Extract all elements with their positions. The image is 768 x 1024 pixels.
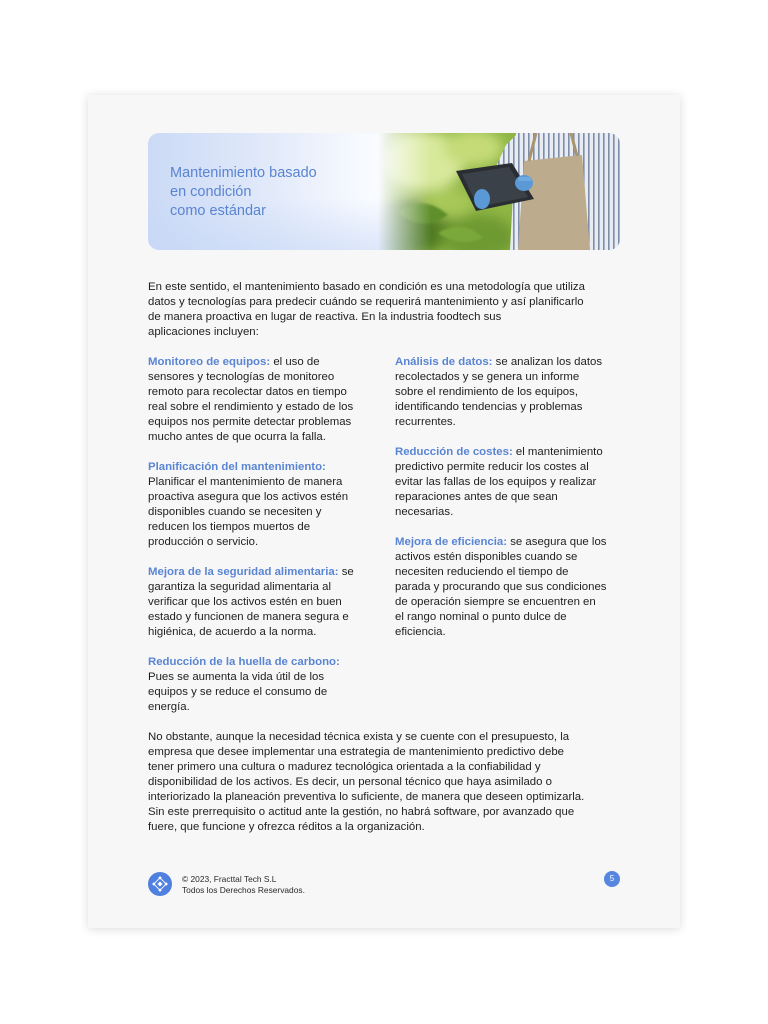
title-line: como estándar: [170, 203, 266, 219]
copyright-line: © 2023, Fracttal Tech S.L: [182, 874, 277, 884]
page-title: [170, 164, 317, 221]
text-line: proactiva asegura que los activos estén: [148, 491, 349, 503]
application-item-monitoreo: [148, 355, 354, 445]
application-item-eficiencia: [395, 535, 607, 640]
item-label: Planificación del mantenimiento:: [148, 461, 326, 473]
text-line: necesiten reduciendo el tiempo de: [395, 566, 569, 578]
item-label: Monitoreo de equipos:: [148, 356, 271, 368]
text-line: reducen los tiempos muertos de: [148, 521, 311, 533]
item-label: Mejora de eficiencia:: [395, 536, 508, 548]
text-line: mucho antes de que ocurra la falla.: [148, 431, 326, 443]
text-line: garantiza la seguridad alimentaria al: [148, 581, 331, 593]
item-label: Reducción de costes:: [395, 446, 513, 458]
text-line: No obstante, aunque la necesidad técnica exista y se cuente con el presupuesto, la: [148, 731, 570, 743]
text-line: interiorizado la planeación preventiva lo suficiente, de manera que deseen optimizarla.: [148, 791, 585, 803]
text-line: energía.: [148, 701, 190, 713]
application-item-huella-carbono: [148, 655, 354, 715]
text-line: remoto para recolectar datos en tiempo: [148, 386, 347, 398]
item-label: Mejora de la seguridad alimentaria:: [148, 566, 339, 578]
text-line: equipos y se reduce el consumo de: [148, 686, 328, 698]
text-line: [395, 355, 607, 370]
text-line: [148, 565, 354, 580]
closing-paragraph: [148, 730, 584, 835]
text-line: Sin este prerrequisito o actitud ante la gestión, no habrá software, por avanzado que: [148, 806, 575, 818]
item-text: el uso de: [273, 356, 320, 368]
text-line: Planificar el mantenimiento de manera: [148, 476, 343, 488]
rights-line: Todos los Derechos Reservados.: [182, 885, 305, 895]
application-item-costes: [395, 445, 607, 520]
intro-paragraph: [148, 280, 585, 340]
item-text: se: [341, 566, 354, 578]
applications-left-column: [148, 355, 354, 715]
item-text: se asegura que los: [510, 536, 607, 548]
text-line: eficiencia.: [395, 626, 446, 638]
text-line: [395, 445, 607, 460]
text-line: sensores y tecnologías de monitoreo: [148, 371, 335, 383]
text-line: aplicaciones incluyen:: [148, 326, 259, 338]
header-banner: [148, 133, 620, 250]
text-line: datos y tecnologías para predecir cuándo se requerirá mantenimiento y así planificarlo: [148, 296, 584, 308]
item-text: el mantenimiento: [515, 446, 603, 458]
item-label: Reducción de la huella de carbono:: [148, 656, 340, 668]
footer-copyright: [182, 874, 305, 896]
text-line: de operación siempre se encuentren en: [395, 596, 596, 608]
banner-photo: [378, 133, 620, 250]
text-line: reparaciones antes de que sean: [395, 491, 558, 503]
text-line: recolectados y se genera un informe: [395, 371, 580, 383]
text-line: real sobre el rendimiento y estado de los: [148, 401, 354, 413]
apron: [518, 155, 590, 250]
document-page: [88, 95, 680, 928]
text-line: [148, 460, 354, 475]
text-line: recurrentes.: [395, 416, 456, 428]
application-item-analisis: [395, 355, 607, 430]
fracttal-logo-icon: [148, 872, 172, 896]
text-line: Pues se aumenta la vida útil de los: [148, 671, 325, 683]
text-line: [148, 355, 354, 370]
text-line: disponibles cuando se necesiten y: [148, 506, 322, 518]
text-line: evitar las fallas de los equipos y realizar: [395, 476, 597, 488]
title-line: en condición: [170, 184, 252, 200]
text-line: de manera proactiva en lugar de reactiva. En la industria foodtech sus: [148, 311, 502, 323]
application-item-planificacion: [148, 460, 354, 550]
item-label: Análisis de datos:: [395, 356, 493, 368]
text-line: equipos nos permite detectar problemas: [148, 416, 352, 428]
text-line: [148, 655, 354, 670]
text-line: sobre el rendimiento de los equipos,: [395, 386, 578, 398]
text-line: producción o servicio.: [148, 536, 259, 548]
text-line: fuere, que funcione y ofrezca réditos a la organización.: [148, 821, 425, 833]
text-line: predictivo permite reducir los costes al: [395, 461, 589, 473]
text-line: tener primero una cultura o madurez tecnológica orientada a la confiabilidad y: [148, 761, 541, 773]
text-line: disponibilidad de los activos. Es decir, un personal técnico que haya asimilado o: [148, 776, 552, 788]
text-line: [395, 535, 607, 550]
text-line: En este sentido, el mantenimiento basado en condición es una metodología que utiliza: [148, 281, 585, 293]
page-number: 5: [604, 871, 620, 887]
applications-right-column: [395, 355, 607, 640]
title-line: Mantenimiento basado: [170, 165, 317, 181]
text-line: necesarias.: [395, 506, 454, 518]
application-item-seguridad-alimentaria: [148, 565, 354, 640]
item-text: se analizan los datos: [495, 356, 603, 368]
text-line: el rango nominal o punto dulce de: [395, 611, 567, 623]
text-line: parada y procurando que sus condiciones: [395, 581, 607, 593]
text-line: identificando tendencias y problemas: [395, 401, 583, 413]
text-line: activos estén disponibles cuando se: [395, 551, 578, 563]
text-line: estado y funcionen de manera segura e: [148, 611, 349, 623]
text-line: verificar que los activos estén en buen: [148, 596, 342, 608]
text-line: empresa que desee implementar una estrategia de mantenimiento predictivo debe: [148, 746, 565, 758]
text-line: higiénica, de acuerdo a la norma.: [148, 626, 317, 638]
